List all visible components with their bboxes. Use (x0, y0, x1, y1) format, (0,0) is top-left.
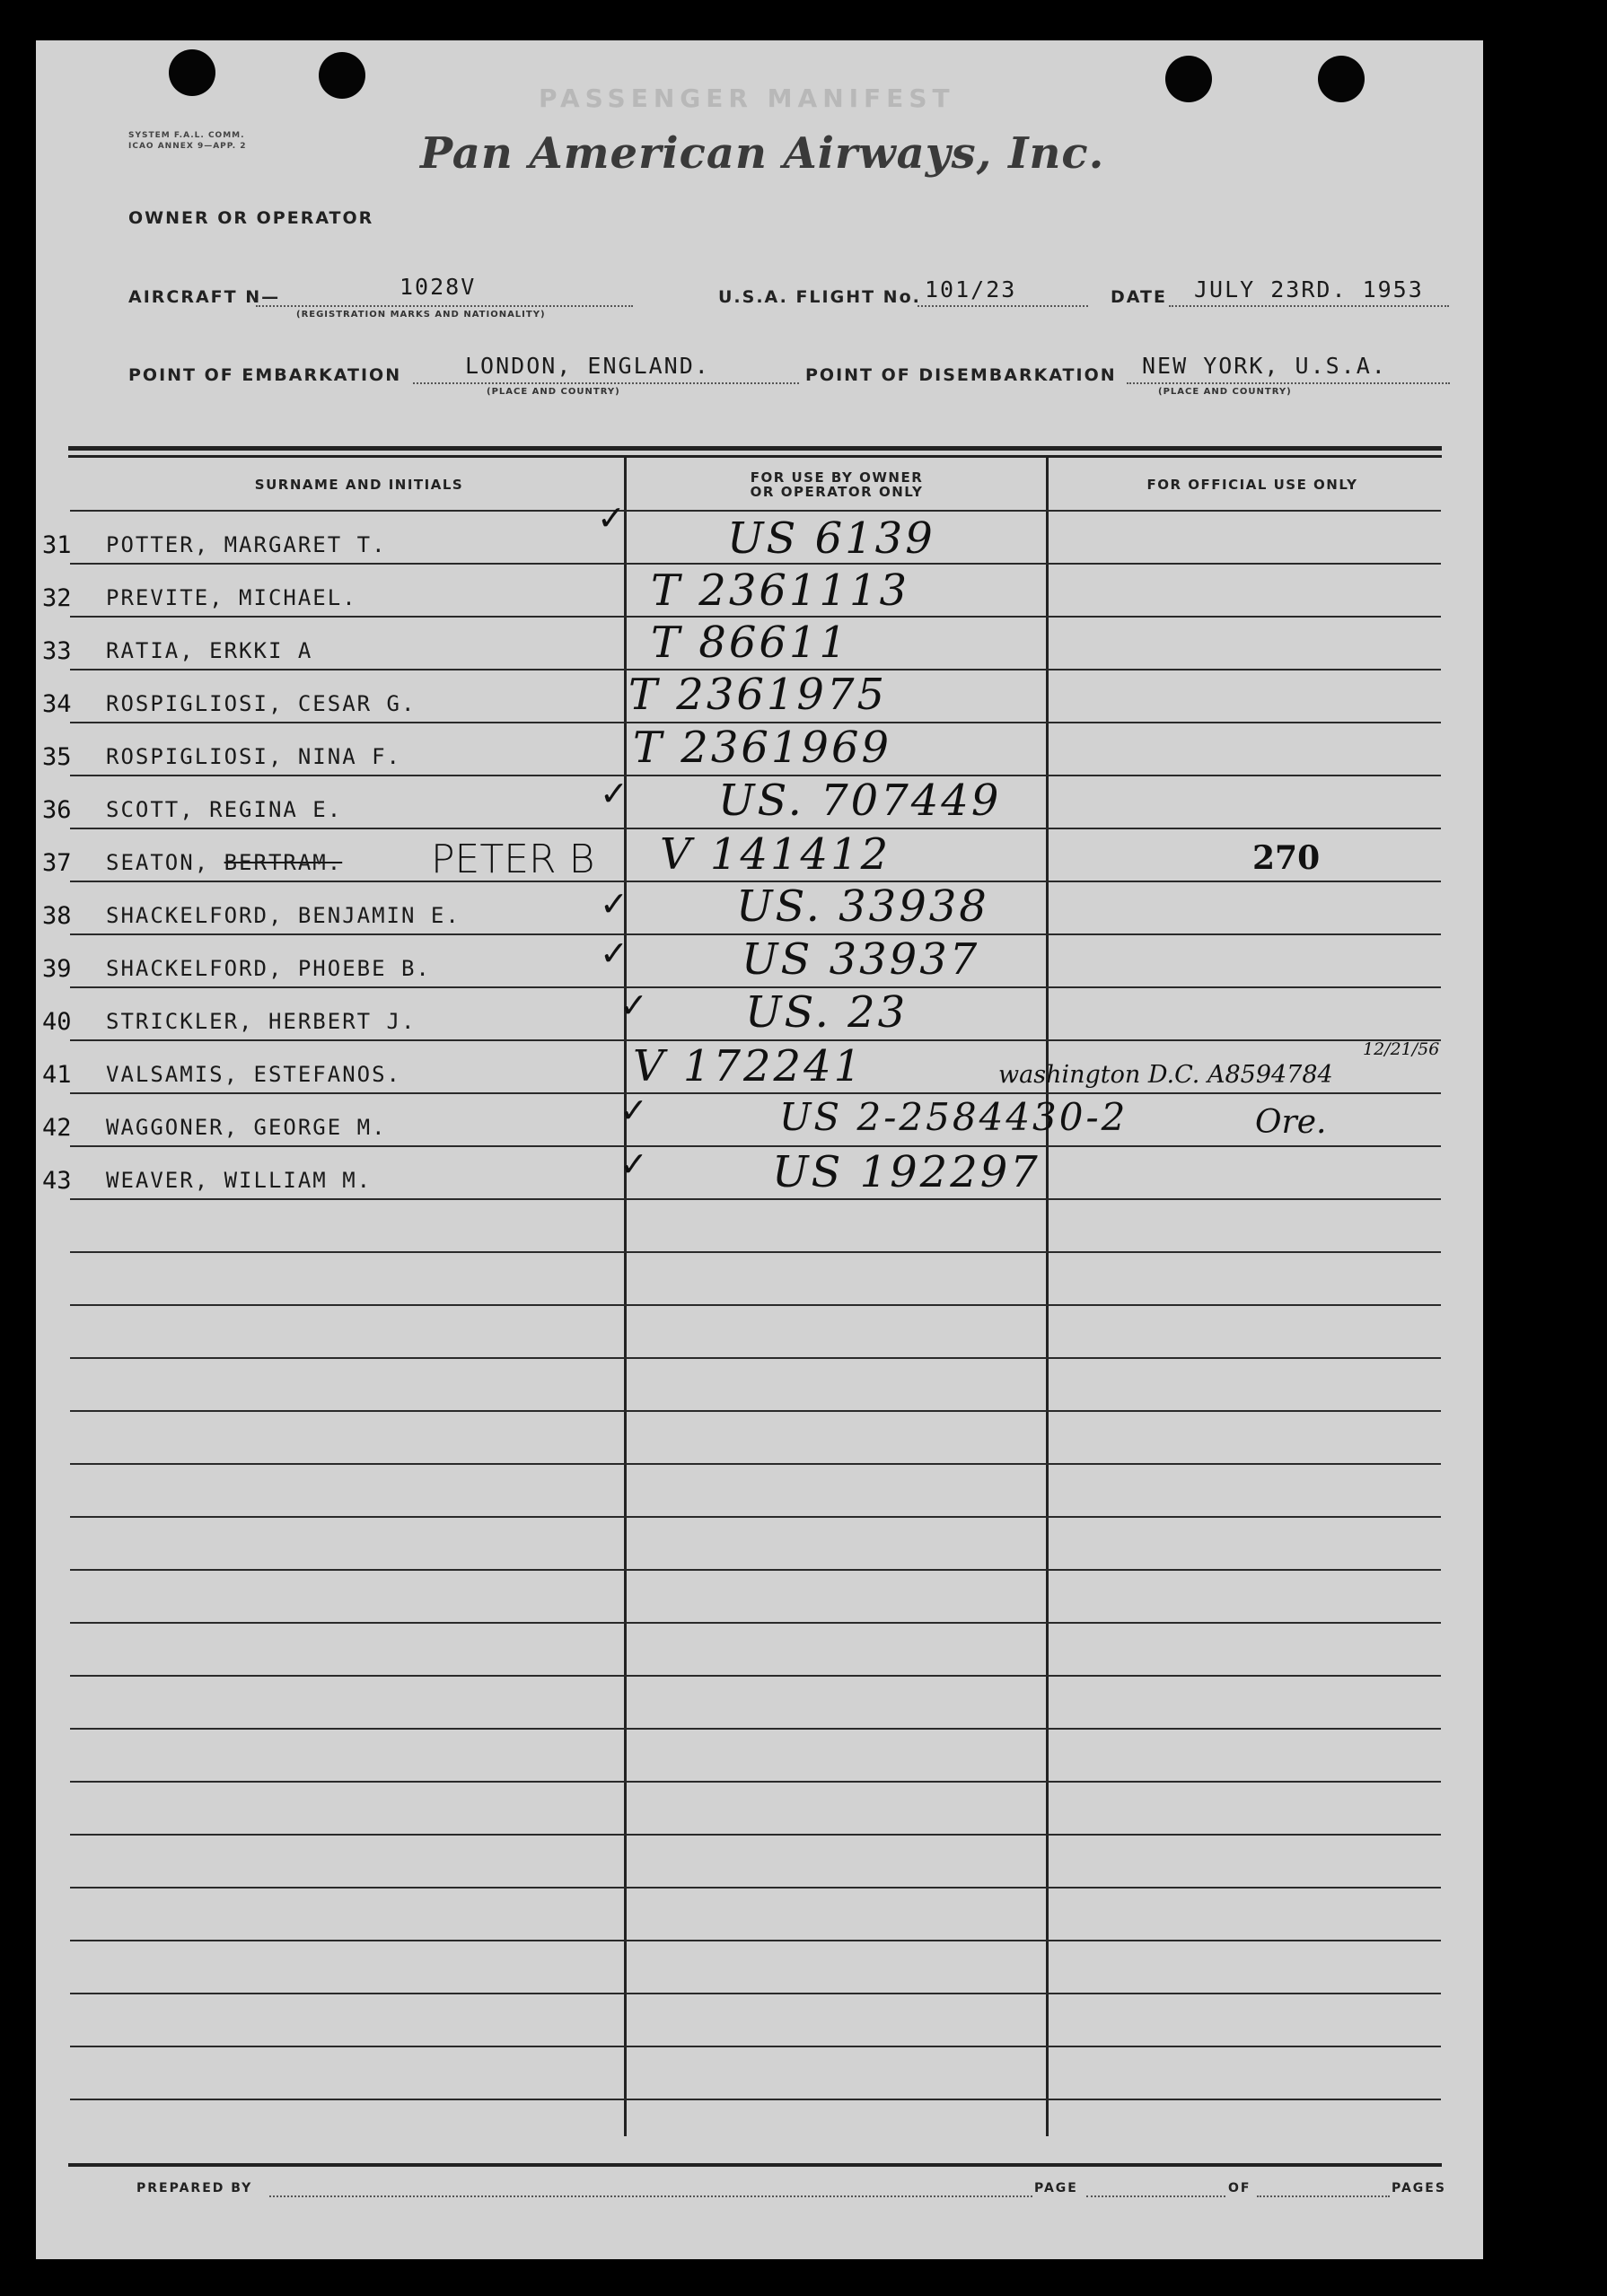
name-handwritten: PETER B (431, 837, 595, 882)
ruled-line (70, 510, 1441, 512)
ruled-line (70, 1993, 1441, 1994)
owner-column-header: FOR USE BY OWNER OR OPERATOR ONLY (750, 469, 924, 500)
owner-value: Pan American Airways, Inc. (420, 128, 1105, 179)
ruled-line (70, 1463, 1441, 1465)
row-number: 39 (42, 955, 72, 983)
row-number: 42 (42, 1114, 72, 1142)
ruled-line (70, 1940, 1441, 1941)
ruled-line (70, 1622, 1441, 1624)
embark-label: POINT OF EMBARKATION (128, 365, 402, 385)
punch-hole (1165, 56, 1212, 102)
ruled-line (70, 1304, 1441, 1306)
owner-use-entry: V 141412 (660, 829, 891, 880)
ruled-line (70, 1728, 1441, 1730)
flight-value: 101/23 (925, 276, 1017, 302)
checkmark-icon: ✓ (597, 498, 626, 538)
official-use-note: 12/21/56 (1363, 1039, 1440, 1059)
passenger-name: VALSAMIS, ESTEFANOS. (106, 1062, 401, 1087)
aircraft-value: 1028V (400, 274, 477, 300)
ruled-line (70, 1357, 1441, 1359)
official-column-header: FOR OFFICIAL USE ONLY (1146, 477, 1358, 493)
of-label: OF (1228, 2181, 1251, 2195)
ruled-line (70, 1675, 1441, 1677)
ruled-line (70, 2046, 1441, 2047)
owner-use-entry: US 192297 (772, 1147, 1041, 1197)
official-use-entry: 270 (1252, 839, 1321, 877)
name-struck: BERTRAM. (224, 850, 343, 875)
owner-use-entry: US 6139 (727, 513, 935, 564)
name-typed: SEATON, (106, 850, 210, 875)
checkmark-icon: ✓ (600, 884, 628, 924)
flight-label: U.S.A. FLIGHT No. (718, 287, 921, 307)
passenger-name (106, 850, 342, 875)
passenger-name: WEAVER, WILLIAM M. (106, 1168, 373, 1193)
ruled-line (70, 1781, 1441, 1783)
passenger-name: POTTER, MARGARET T. (106, 532, 387, 557)
passenger-name: SCOTT, REGINA E. (106, 797, 343, 822)
owner-use-entry: US. 707449 (718, 776, 1002, 826)
ruled-line (70, 1198, 1441, 1200)
prepared-label: PREPARED BY (136, 2181, 253, 2195)
ruled-line (70, 1516, 1441, 1518)
checkmark-icon: ✓ (619, 986, 648, 1025)
page-label: PAGE (1034, 2181, 1078, 2195)
owner-use-entry: T 2361975 (628, 670, 888, 720)
ruled-line (70, 1410, 1441, 1412)
table-top-rule (68, 446, 1442, 451)
row-number: 35 (42, 743, 72, 771)
date-value: JULY 23RD. 1953 (1194, 276, 1424, 302)
punch-hole (1318, 56, 1365, 102)
row-number: 36 (42, 796, 72, 824)
faded-header: PASSENGER MANIFEST (539, 83, 955, 113)
owner-label: OWNER OR OPERATOR (128, 208, 374, 228)
ruled-line (70, 1092, 1441, 1094)
owner-use-entry: US 2-2584430-2 (779, 1095, 1128, 1139)
official-use-entry: Ore. (1255, 1104, 1327, 1141)
row-number: 38 (42, 902, 72, 930)
checkmark-icon: ✓ (619, 1091, 648, 1130)
ruled-line (70, 1251, 1441, 1253)
official-use-entry: washington D.C. A8594784 (998, 1061, 1333, 1089)
ruled-line (70, 2099, 1441, 2100)
passenger-name: WAGGONER, GEORGE M. (106, 1115, 387, 1140)
owner-use-entry: T 2361113 (651, 565, 910, 616)
row-number: 43 (42, 1167, 72, 1195)
passenger-name: SHACKELFORD, PHOEBE B. (106, 956, 431, 981)
checkmark-icon: ✓ (600, 774, 628, 813)
footer-rule (68, 2163, 1442, 2167)
owner-use-entry: US. 33938 (736, 881, 989, 932)
system-note: SYSTEM F.A.L. COMM. ICAO ANNEX 9—APP. 2 (128, 131, 247, 151)
surname-column-header: SURNAME AND INITIALS (254, 477, 464, 493)
owner-use-entry: V 172241 (633, 1041, 865, 1091)
disembark-label: POINT OF DISEMBARKATION (805, 365, 1117, 385)
disembark-sub: (PLACE AND COUNTRY) (1158, 387, 1292, 397)
punch-hole (319, 52, 365, 99)
row-number: 32 (42, 584, 72, 612)
pages-label: PAGES (1392, 2181, 1446, 2195)
column-divider (1046, 458, 1049, 2136)
row-number: 41 (42, 1061, 72, 1089)
row-number: 34 (42, 690, 72, 718)
date-label: DATE (1111, 287, 1167, 307)
embark-value: LONDON, ENGLAND. (465, 353, 710, 379)
passenger-name: SHACKELFORD, BENJAMIN E. (106, 903, 461, 928)
passenger-name: ROSPIGLIOSI, CESAR G. (106, 691, 417, 716)
passenger-name: PREVITE, MICHAEL. (106, 585, 357, 610)
row-number: 33 (42, 637, 72, 665)
owner-use-entry: T 86611 (651, 618, 849, 668)
aircraft-sub: (REGISTRATION MARKS AND NATIONALITY) (296, 310, 546, 320)
ruled-line (70, 1834, 1441, 1836)
passenger-name: ROSPIGLIOSI, NINA F. (106, 744, 401, 769)
embark-sub: (PLACE AND COUNTRY) (487, 387, 620, 397)
checkmark-icon: ✓ (619, 1144, 648, 1184)
owner-use-entry: US. 23 (745, 987, 909, 1038)
owner-use-entry: T 2361969 (633, 723, 892, 773)
aircraft-label: AIRCRAFT N— (128, 287, 281, 307)
punch-hole (169, 49, 215, 96)
table-top-rule-2 (68, 455, 1442, 458)
row-number: 31 (42, 531, 72, 559)
owner-use-entry: US 33937 (742, 934, 980, 985)
row-number: 40 (42, 1008, 72, 1036)
row-number: 37 (42, 849, 72, 877)
ruled-line (70, 1145, 1441, 1147)
passenger-name: STRICKLER, HERBERT J. (106, 1009, 417, 1034)
ruled-line (70, 1887, 1441, 1889)
checkmark-icon: ✓ (600, 933, 628, 973)
disembark-value: NEW YORK, U.S.A. (1142, 353, 1387, 379)
ruled-line (70, 1569, 1441, 1571)
column-divider (624, 458, 627, 2136)
passenger-name: RATIA, ERKKI A (106, 638, 313, 663)
